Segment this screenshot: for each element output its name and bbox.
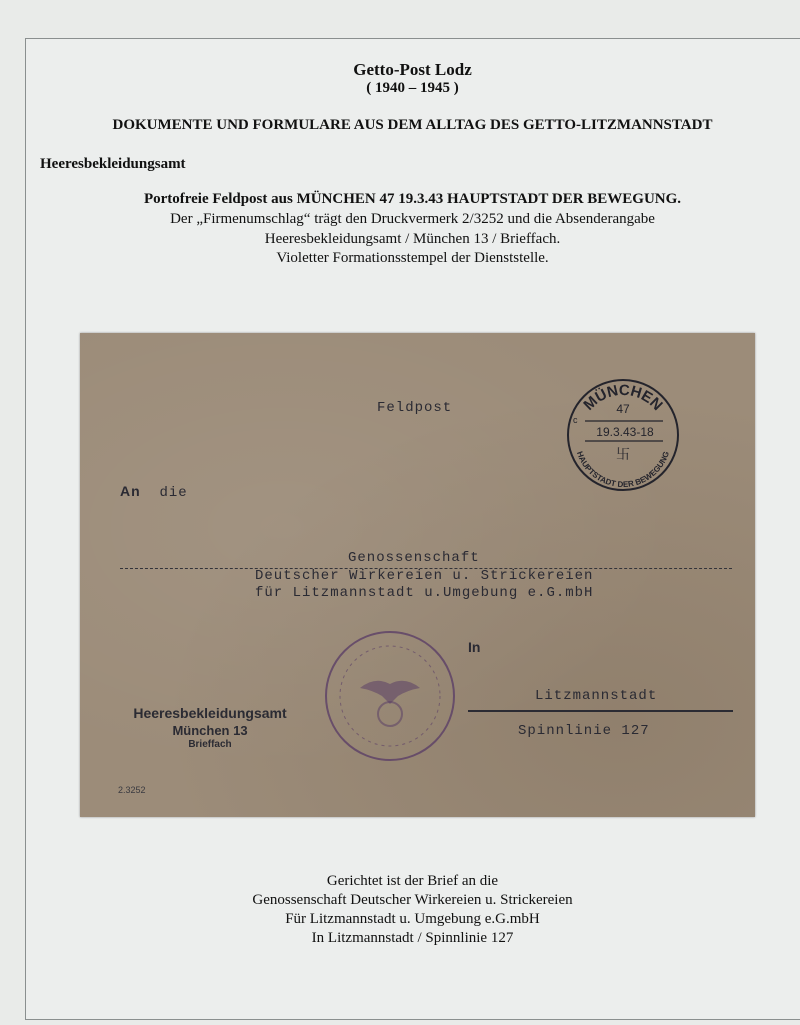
print-code: 2.3252: [118, 785, 146, 795]
description-line-4: Violetter Formationsstempel der Dienststelle.: [276, 250, 549, 266]
postmark-stamp: [563, 375, 683, 495]
postmark-emblem-icon: 卐: [616, 447, 630, 463]
footer-line-4: In Litzmannstadt / Spinnlinie 127: [311, 930, 514, 946]
footer-line-3: Für Litzmannstadt u. Umgebung e.G.mbH: [285, 911, 540, 927]
envelope-an-die: [120, 483, 188, 501]
page-years: ( 1940 – 1945 ): [366, 80, 459, 96]
envelope-an: An: [120, 483, 141, 499]
envelope-recipient-line-3: für Litzmannstadt u.Umgebung e.G.mbH: [255, 585, 594, 601]
envelope-street: Spinnlinie 127: [518, 723, 650, 739]
envelope-recipient-line-1: Genossenschaft: [348, 550, 480, 566]
postmark-slogan: HAUPTSTADT DER BEWEGUNG: [574, 450, 672, 490]
envelope-image: [80, 333, 755, 817]
description-line-3: Heeresbekleidungsamt / München 13 / Brieffach.: [264, 231, 561, 247]
sender-line-1: Heeresbekleidungsamt: [133, 705, 287, 721]
sender-line-2: München 13: [172, 723, 248, 738]
city-underline: [468, 710, 733, 712]
envelope-in-label: In: [468, 639, 481, 655]
postmark-number: 47: [616, 402, 630, 416]
envelope-recipient-line-2: Deutscher Wirkereien u. Strickereien: [255, 568, 594, 584]
eagle-emblem-icon: [360, 681, 420, 704]
envelope-city: Litzmannstadt: [535, 688, 658, 704]
postmark-date: 19.3.43-18: [596, 425, 654, 439]
envelope-feldpost: Feldpost: [377, 400, 453, 416]
page-heading: DOKUMENTE UND FORMULARE AUS DEM ALLTAG DES GETTO-LITZMANNSTADT: [112, 117, 713, 133]
violet-formation-stamp: [320, 626, 460, 766]
section-label: Heeresbekleidungsamt: [40, 156, 186, 172]
footer-line-2: Genossenschaft Deutscher Wirkereien u. Strickereien: [252, 892, 573, 908]
sender-imprint: [120, 705, 300, 750]
postmark-c: c: [573, 415, 578, 425]
footer-line-1: Gerichtet ist der Brief an die: [326, 873, 499, 889]
sender-line-3: Brieffach: [188, 739, 232, 750]
description-line-2: Der „Firmenumschlag“ trägt den Druckvermerk 2/3252 und die Absenderangabe: [170, 211, 655, 227]
page-title: Getto-Post Lodz: [353, 60, 472, 79]
envelope-die: die: [159, 485, 188, 501]
postmark-city: MÜNCHEN: [580, 381, 666, 414]
description-line-1: Portofreie Feldpost aus MÜNCHEN 47 19.3.43 HAUPTSTADT DER BEWEGUNG.: [143, 191, 682, 207]
